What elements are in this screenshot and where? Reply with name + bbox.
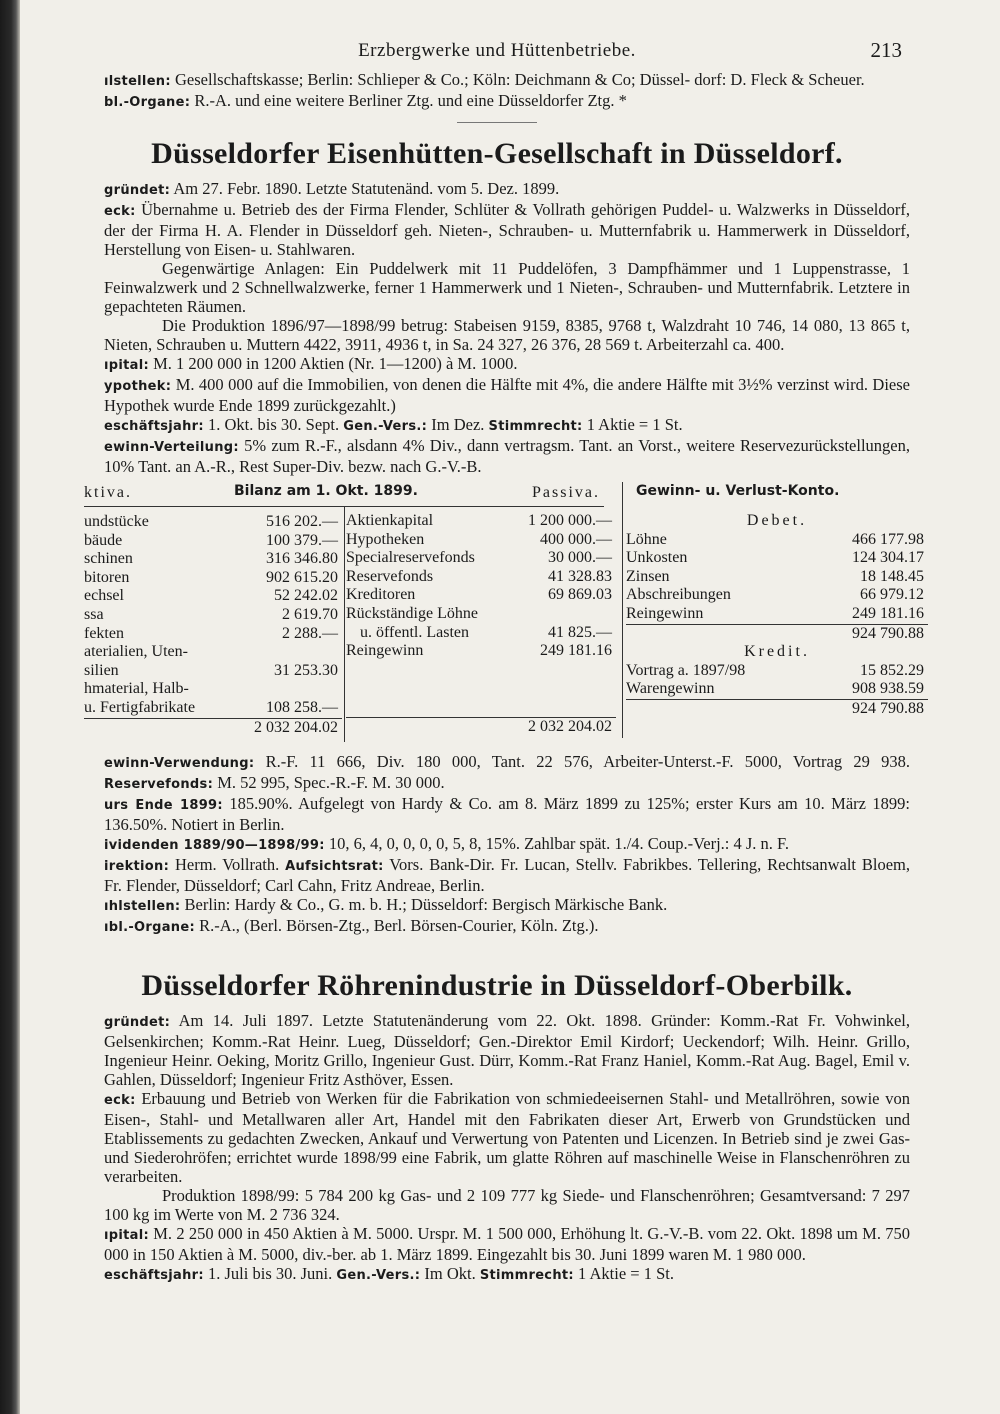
entry-label: eschäftsjahr: bbox=[104, 419, 204, 434]
running-header bbox=[84, 34, 910, 70]
table-row: Rückständige Löhne bbox=[346, 604, 478, 622]
entry-text: Am 27. Febr. 1890. Letzte Statutenänd. vom 5. Dez. 1899. bbox=[173, 179, 560, 198]
entry-text: Berlin: Hardy & Co., G. m. b. H.; Düsseldorf: Bergisch Märkische Bank. bbox=[184, 895, 668, 914]
bilanz-passiva bbox=[346, 482, 616, 736]
entry-dividenden bbox=[84, 834, 910, 855]
entry-text: M. 400 000 auf die Immobilien, von denen die Hälfte mit 4%, die andere Hälfte mit 3½% verzinst wird. Diese Hypothek wurde Ende 1899 zurückgezahlt.) bbox=[104, 375, 911, 415]
kredit-total-row bbox=[626, 699, 928, 719]
aktiva-label: ktiva. bbox=[84, 484, 132, 501]
table-row: schinen 316 346.80 bbox=[84, 550, 338, 568]
entry-geschaeftsjahr bbox=[84, 415, 910, 436]
entry-text: Im Dez. bbox=[431, 415, 485, 434]
entry-text: M. 2 250 000 in 450 Aktien à M. 5000. Urspr. M. 1 500 000, Erhöhung lt. G.-V.-B. vom 22. Okt. 1898 um M. 750 000 in 150 Aktien à M. 5000, div.-ber. ab 1. März 1899. Eingezahlt bis 30. Juni 1899 waren M. 1 980 000. bbox=[104, 1224, 910, 1264]
entry-text: 185.90%. Aufgelegt von Hardy & Co. am 8. März 1899 zu 125%; erster Kurs am 10. März 1899: 136.50%. Notiert in Berlin. bbox=[104, 794, 911, 834]
passiva-total-row bbox=[346, 717, 616, 737]
entry-text: Im Okt. bbox=[424, 1264, 476, 1283]
entry-zweck bbox=[84, 200, 910, 259]
entry-kapital bbox=[84, 1224, 910, 1264]
entry-label: ewinn-Verteilung: bbox=[104, 440, 239, 455]
aktiva-total-row bbox=[84, 718, 342, 738]
entry-hypothek bbox=[84, 375, 910, 415]
entry-label: eck: bbox=[104, 1093, 136, 1108]
entry-label: Stimmrecht: bbox=[488, 419, 583, 434]
table-row: u. Fertigfabrikate 108 258.— bbox=[84, 698, 338, 716]
entry-label: ypothek: bbox=[104, 379, 172, 394]
table-row: bitoren 902 615.20 bbox=[84, 568, 338, 586]
entry-label: bl.-Organe: bbox=[104, 95, 191, 110]
entry-label: eck: bbox=[104, 204, 136, 219]
entry-text: Herm. Vollrath. bbox=[174, 855, 280, 874]
entry-produktion: Produktion 1898/99: 5 784 200 kg Gas- und 2 109 777 kg Siede- und Flanschenröhren; Gesamtversand: 7 297 100 kg im Werte von M. 2 736 324. bbox=[104, 1186, 910, 1224]
entry-label: ıhlstellen: bbox=[104, 899, 181, 914]
debet-total: 924 790.88 bbox=[852, 624, 924, 642]
entry-label: ividenden 1889/90—1898/99: bbox=[104, 838, 325, 853]
section-divider bbox=[457, 122, 537, 123]
entry-organe bbox=[84, 916, 910, 937]
financial-tables bbox=[84, 482, 924, 752]
entry-label: Aufsichtsrat: bbox=[285, 859, 384, 874]
entry-text: Übernahme u. Betrieb des der Firma Flender, Schlüter & Vollrath gehörigen Puddel- u. Walzwerks in Düsseldorf, der der Firma H. A. Flender in Düsseldorf geh. Nieten-, Schrauben- u. Mutternfabrik u. Hammerwerk in Düsseldorf, Herstellung von Eisen- u. Stahlwaren. bbox=[104, 200, 911, 259]
table-row: Warengewinn 908 938.59 bbox=[626, 680, 924, 698]
table-row: Reingewinn 249 181.16 bbox=[346, 642, 612, 660]
table-row: Abschreibungen 66 979.12 bbox=[626, 586, 924, 604]
passiva-total: 2 032 204.02 bbox=[528, 717, 612, 735]
entry-kapital bbox=[84, 354, 910, 375]
table-row: Vortrag a. 1897/98 15 852.29 bbox=[626, 661, 924, 679]
entry-text: 1. Juli bis 30. Juni. bbox=[208, 1264, 333, 1283]
entry-organe-prev bbox=[84, 91, 910, 112]
entry-text: 1 Aktie = 1 St. bbox=[578, 1264, 674, 1283]
entry-label: ıpital: bbox=[104, 1228, 149, 1243]
table-row: fekten 2 288.— bbox=[84, 624, 338, 642]
entry-geschaeftsjahr bbox=[84, 1264, 910, 1285]
entry-label: ılstellen: bbox=[104, 74, 171, 89]
entry-anlagen: Gegenwärtige Anlagen: Ein Puddelwerk mit 11 Puddelöfen, 3 Dampfhämmer und 1 Luppenstrasse, 1 Feinwalzwerk und 2 Schnellwalzwerke, ferner 1 Hammerwerk und 1 Nieten-, Schrauben- und Mutternfabrik. Letztere in gepachteten Räumen. bbox=[104, 259, 910, 316]
passiva-label: Passiva. bbox=[532, 484, 600, 501]
entry-gewinn-verteilung bbox=[84, 436, 910, 476]
entry-gegruendet bbox=[84, 1011, 910, 1089]
table-row: aterialien, Uten- bbox=[84, 643, 188, 661]
table-row: echsel 52 242.02 bbox=[84, 587, 338, 605]
entry-text: 10, 6, 4, 0, 0, 0, 0, 5, 8, 15%. Zahlbar spät. 1./4. Coup.-Verj.: 4 J. n. F. bbox=[328, 834, 790, 853]
table-row: bäude 100 379.— bbox=[84, 531, 338, 549]
table-row: Specialreservefonds 30 000.— bbox=[346, 549, 612, 567]
book-spine-shadow bbox=[0, 0, 20, 1414]
table-row: Hypotheken 400 000.— bbox=[346, 530, 612, 548]
entry-text: Gesellschaftskasse; Berlin: Schlieper & Co.; Köln: Deichmann & Co; Düssel- dorf: D. Fleck & Scheuer. bbox=[175, 70, 865, 89]
company-title: Düsseldorfer Eisenhütten-Gesellschaft in Düsseldorf. bbox=[151, 137, 843, 170]
document-page bbox=[84, 34, 924, 1285]
entry-text: R.-A. und eine weitere Berliner Ztg. und eine Düsseldorfer Ztg. * bbox=[194, 91, 627, 110]
entry-text: M. 52 995, Spec.-R.-F. M. 30 000. bbox=[217, 773, 445, 792]
gv-konto bbox=[626, 482, 928, 719]
table-row: Kreditoren 69 869.03 bbox=[346, 586, 612, 604]
entry-text: 5% zum R.-F., alsdann 4% Div., dann vertragsm. Tant. an Vorst., weitere Reservezurückstellungen, 10% Tant. an A.-R., Rest Super-Div. bezw. nach G.-V.-B. bbox=[104, 436, 911, 476]
entry-zahlstellen-prev bbox=[84, 70, 910, 91]
entry-label: ıpital: bbox=[104, 358, 149, 373]
column-divider bbox=[344, 506, 345, 742]
entry-text: 1. Okt. bis 30. Sept. bbox=[208, 415, 340, 434]
entry-zweck bbox=[84, 1089, 910, 1186]
debet-total-row bbox=[626, 624, 928, 644]
table-row: Unkosten 124 304.17 bbox=[626, 549, 924, 567]
entry-text: 1 Aktie = 1 St. bbox=[586, 415, 683, 434]
entry-label: irektion: bbox=[104, 859, 170, 874]
table-row: Zinsen 18 148.45 bbox=[626, 567, 924, 585]
table-row: hmaterial, Halb- bbox=[84, 680, 189, 698]
entry-label: Gen.-Vers.: bbox=[343, 419, 428, 434]
entry-label: Gen.-Vers.: bbox=[336, 1268, 421, 1283]
company-title: Düsseldorfer Röhrenindustrie in Düsseldorf-Oberbilk. bbox=[141, 969, 853, 1002]
bilanz-title: Bilanz am 1. Okt. 1899. bbox=[234, 483, 418, 499]
entry-label: ıbl.-Organe: bbox=[104, 920, 195, 935]
table-row: Reingewinn 249 181.16 bbox=[626, 604, 924, 622]
entry-direktion bbox=[84, 855, 910, 895]
entry-text: Am 14. Juli 1897. Letzte Statutenänderung vom 22. Okt. 1898. Gründer: Komm.-Rat Fr. Vohwinkel, Gelsenkirchen; Komm.-Rat Heinr. Lueg, Düsseldorf; Gen.-Direktor Emil Kirdorf; Ueckendorf; Wilh. Heinr. Grillo, Ingenieur Heinr. Oeking, Moritz Grillo, Ingenieur Gust. Dürr, Komm.-Rat Franz Haniel, Komm.-Rat Aug. Bagel, Emil v. Gahlen, Düsseldorf; Ingenieur Fritz Asthöver, Essen. bbox=[104, 1011, 911, 1089]
entry-produktion: Die Produktion 1896/97—1898/99 betrug: Stabeisen 9159, 8385, 9768 t, Walzdraht 10 746, 14 080, 13 865 t, Nieten, Schrauben u. Muttern 4422, 3911, 4936 t, in Sa. 24 327, 26 376, 28 569 t. Arbeiterzahl ca. 400. bbox=[104, 316, 910, 354]
table-row: silien 31 253.30 bbox=[84, 661, 338, 679]
entry-text: Erbauung und Betrieb von Werken für die Fabrikation von schmiedeeisernen Stahl- und Metallröhren, sowie von Eisen-, Stahl- und Metallwaren aller Art, Handel mit den Fabrikaten dieser Art, Erwerb von Grundstücken und Etablissements zu gedachten Zwecken, Ankauf und Verwertung von Patenten und Licenzen. In Betrieb sind je zwei Gas- und Siederohröfen; errichtet wurde 1898/99 eine Fabrik, um glatte Röhren auf maschinelle Weise in Flanschenröhren zu verarbeiten. bbox=[104, 1089, 910, 1186]
entry-text: R.-A., (Berl. Börsen-Ztg., Berl. Börsen-Courier, Köln. Ztg.). bbox=[199, 916, 599, 935]
entry-text: R.-F. 11 666, Div. 180 000, Tant. 22 576, Arbeiter-Unterst.-F. 5000, Vortrag 29 938. bbox=[265, 752, 911, 771]
entry-label: ewinn-Verwendung: bbox=[104, 756, 255, 771]
running-title: Erzbergwerke und Hüttenbetriebe. bbox=[358, 40, 636, 61]
entry-text: M. 1 200 000 in 1200 Aktien (Nr. 1—1200) à M. 1000. bbox=[153, 354, 518, 373]
entry-zahlstellen bbox=[84, 895, 910, 916]
entry-label: Stimmrecht: bbox=[479, 1268, 574, 1283]
table-row: Reservefonds 41 328.83 bbox=[346, 567, 612, 585]
entry-kurs bbox=[84, 794, 910, 834]
entry-gewinn-verwendung bbox=[84, 752, 910, 794]
kredit-total: 924 790.88 bbox=[852, 699, 924, 717]
table-row: ssa 2 619.70 bbox=[84, 605, 338, 623]
entry-label: eschäftsjahr: bbox=[104, 1268, 204, 1283]
entry-label: urs Ende 1899: bbox=[104, 798, 223, 813]
column-divider bbox=[622, 482, 623, 738]
entry-label: Reservefonds: bbox=[104, 777, 214, 792]
entry-text: Vors. Bank-Dir. Fr. Lucan, Stellv. Fabrikbes. Tellering, Rechtsanwalt Bloem, Fr. Flender, Düsseldorf; Carl Cahn, Fritz Andreae, Berlin. bbox=[104, 855, 911, 895]
entry-label: gründet: bbox=[104, 1015, 171, 1030]
gv-title: Gewinn- u. Verlust-Konto. bbox=[636, 483, 840, 499]
table-row: u. öffentl. Lasten 41 825.— bbox=[360, 623, 612, 641]
entry-label: gründet: bbox=[104, 183, 171, 198]
table-row: undstücke 516 202.— bbox=[84, 513, 338, 530]
kredit-label: Kredit. bbox=[744, 643, 810, 661]
debet-label: Debet. bbox=[746, 512, 808, 529]
table-row: Aktienkapital 1 200 000.— bbox=[346, 512, 612, 529]
gv-header bbox=[626, 482, 928, 506]
entry-gegruendet bbox=[84, 179, 910, 200]
aktiva-total: 2 032 204.02 bbox=[254, 718, 338, 736]
table-row: Löhne 466 177.98 bbox=[626, 530, 924, 548]
page-number: 213 bbox=[870, 38, 902, 62]
